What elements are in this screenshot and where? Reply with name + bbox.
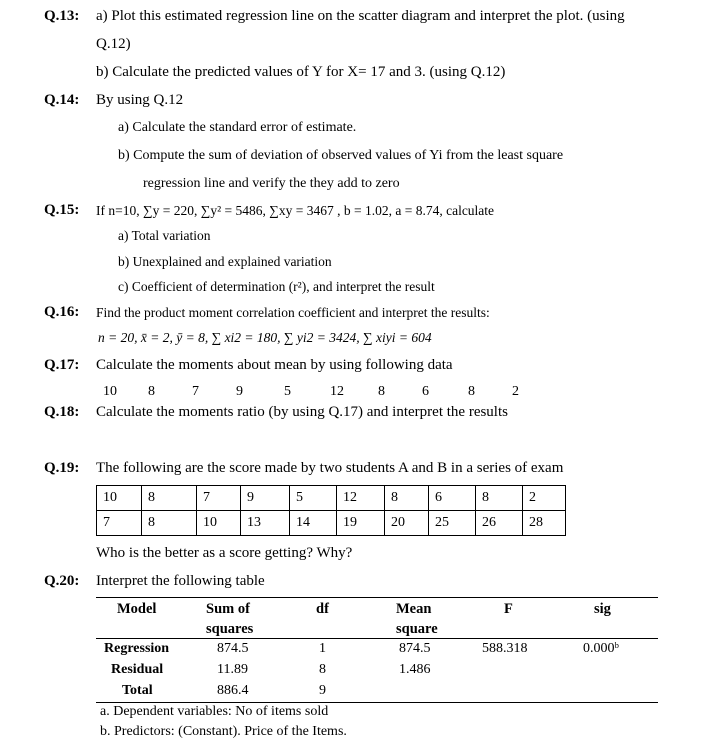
- q16-formula: n = 20, x̄ = 2, ȳ = 8, ∑ xi2 = 180, ∑ yi2 = 3424, ∑ xiyi = 604: [98, 330, 432, 345]
- score-cell: 26: [476, 511, 523, 536]
- q15-number: Q.15:: [44, 202, 80, 218]
- anova-cell: 588.318: [482, 641, 528, 656]
- q17-text: Calculate the moments about mean by using following data: [96, 357, 453, 373]
- anova-header-model: Model: [117, 601, 157, 617]
- score-cell: 12: [337, 486, 385, 511]
- score-cell: 7: [197, 486, 241, 511]
- anova-top-rule: [96, 597, 658, 598]
- q16-text: Find the product moment correlation coefficient and interpret the results:: [96, 305, 490, 320]
- score-cell: 5: [290, 486, 337, 511]
- q17-value: 12: [330, 384, 344, 399]
- score-cell: 14: [290, 511, 337, 536]
- anova-note-a: a. Dependent variables: No of items sold: [100, 704, 329, 719]
- q17-value: 10: [103, 384, 117, 399]
- score-cell: 8: [142, 486, 197, 511]
- anova-header-sum-line2: squares: [206, 621, 254, 637]
- q14-part-b-line2: regression line and verify the they add to zero: [143, 176, 400, 191]
- anova-cell: 886.4: [217, 683, 249, 698]
- score-cell: 19: [337, 511, 385, 536]
- anova-cell: 8: [319, 662, 326, 677]
- anova-cell: 1.486: [399, 662, 431, 677]
- score-cell: 10: [197, 511, 241, 536]
- q14-part-b-line1: b) Compute the sum of deviation of observed values of Yi from the least square: [118, 148, 564, 163]
- score-cell: 9: [241, 486, 290, 511]
- anova-cell: 0.000ᵇ: [583, 641, 619, 656]
- anova-header-sig: sig: [594, 601, 611, 617]
- anova-header-mean-line1: Mean: [396, 601, 432, 617]
- score-cell: 10: [97, 486, 142, 511]
- q15-text: If n=10, ∑y = 220, ∑y² = 5486, ∑xy = 3467 , b = 1.02, a = 8.74, calculate: [96, 203, 495, 218]
- q13-number: Q.13:: [44, 8, 80, 24]
- q16-number: Q.16:: [44, 304, 80, 320]
- q17-value: 9: [236, 384, 243, 399]
- anova-cell: 1: [319, 641, 326, 656]
- anova-row-label: Regression: [104, 641, 170, 656]
- q19-text: The following are the score made by two students A and B in a series of exam: [96, 460, 564, 476]
- anova-row-label: Total: [122, 683, 153, 698]
- q19-number: Q.19:: [44, 460, 80, 476]
- q15-part-c: c) Coefficient of determination (r²), and interpret the result: [118, 279, 435, 294]
- score-table: [96, 485, 566, 536]
- q14-text: By using Q.12: [96, 92, 184, 108]
- score-cell: 8: [142, 511, 197, 536]
- score-cell: 8: [385, 486, 429, 511]
- q13-part-b: b) Calculate the predicted values of Y for X= 17 and 3. (using Q.12): [96, 64, 506, 80]
- anova-bottom-rule: [96, 702, 658, 703]
- q17-value: 8: [148, 384, 155, 399]
- anova-header-mean-line2: square: [396, 621, 438, 637]
- anova-row-label: Residual: [111, 662, 164, 677]
- score-cell: 13: [241, 511, 290, 536]
- q18-text: Calculate the moments ratio (by using Q.17) and interpret the results: [96, 404, 508, 420]
- anova-header-sum-line1: Sum of: [206, 601, 250, 617]
- score-cell: 25: [429, 511, 476, 536]
- q17-value: 7: [192, 384, 199, 399]
- score-row-b: [97, 511, 566, 536]
- q18-number: Q.18:: [44, 404, 80, 420]
- q17-number: Q.17:: [44, 357, 80, 373]
- q17-value: 8: [378, 384, 385, 399]
- score-cell: 8: [476, 486, 523, 511]
- score-cell: 28: [523, 511, 566, 536]
- anova-header-f: F: [504, 601, 513, 617]
- anova-header-rule: [96, 638, 658, 639]
- anova-note-b: b. Predictors: (Constant). Price of the Items.: [100, 724, 347, 739]
- q13-part-a-line2: Q.12): [96, 36, 131, 52]
- anova-cell: 874.5: [399, 641, 431, 656]
- anova-header-df: df: [316, 601, 329, 617]
- score-cell: 2: [523, 486, 566, 511]
- score-cell: 20: [385, 511, 429, 536]
- q20-text: Interpret the following table: [96, 573, 265, 589]
- q17-value: 6: [422, 384, 429, 399]
- q14-part-a: a) Calculate the standard error of estimate.: [118, 120, 357, 135]
- score-cell: 7: [97, 511, 142, 536]
- score-row-a: [97, 486, 566, 511]
- q17-value: 8: [468, 384, 475, 399]
- q14-number: Q.14:: [44, 92, 80, 108]
- q19-question: Who is the better as a score getting? Why?: [96, 545, 353, 561]
- anova-cell: 11.89: [217, 662, 248, 677]
- q15-part-b: b) Unexplained and explained variation: [118, 254, 332, 269]
- q13-part-a-line1: a) Plot this estimated regression line on the scatter diagram and interpret the plot. (using: [96, 8, 625, 24]
- anova-cell: 874.5: [217, 641, 249, 656]
- q17-value: 5: [284, 384, 291, 399]
- q17-value: 2: [512, 384, 519, 399]
- q15-part-a: a) Total variation: [118, 228, 211, 243]
- q20-number: Q.20:: [44, 573, 80, 589]
- anova-cell: 9: [319, 683, 326, 698]
- score-cell: 6: [429, 486, 476, 511]
